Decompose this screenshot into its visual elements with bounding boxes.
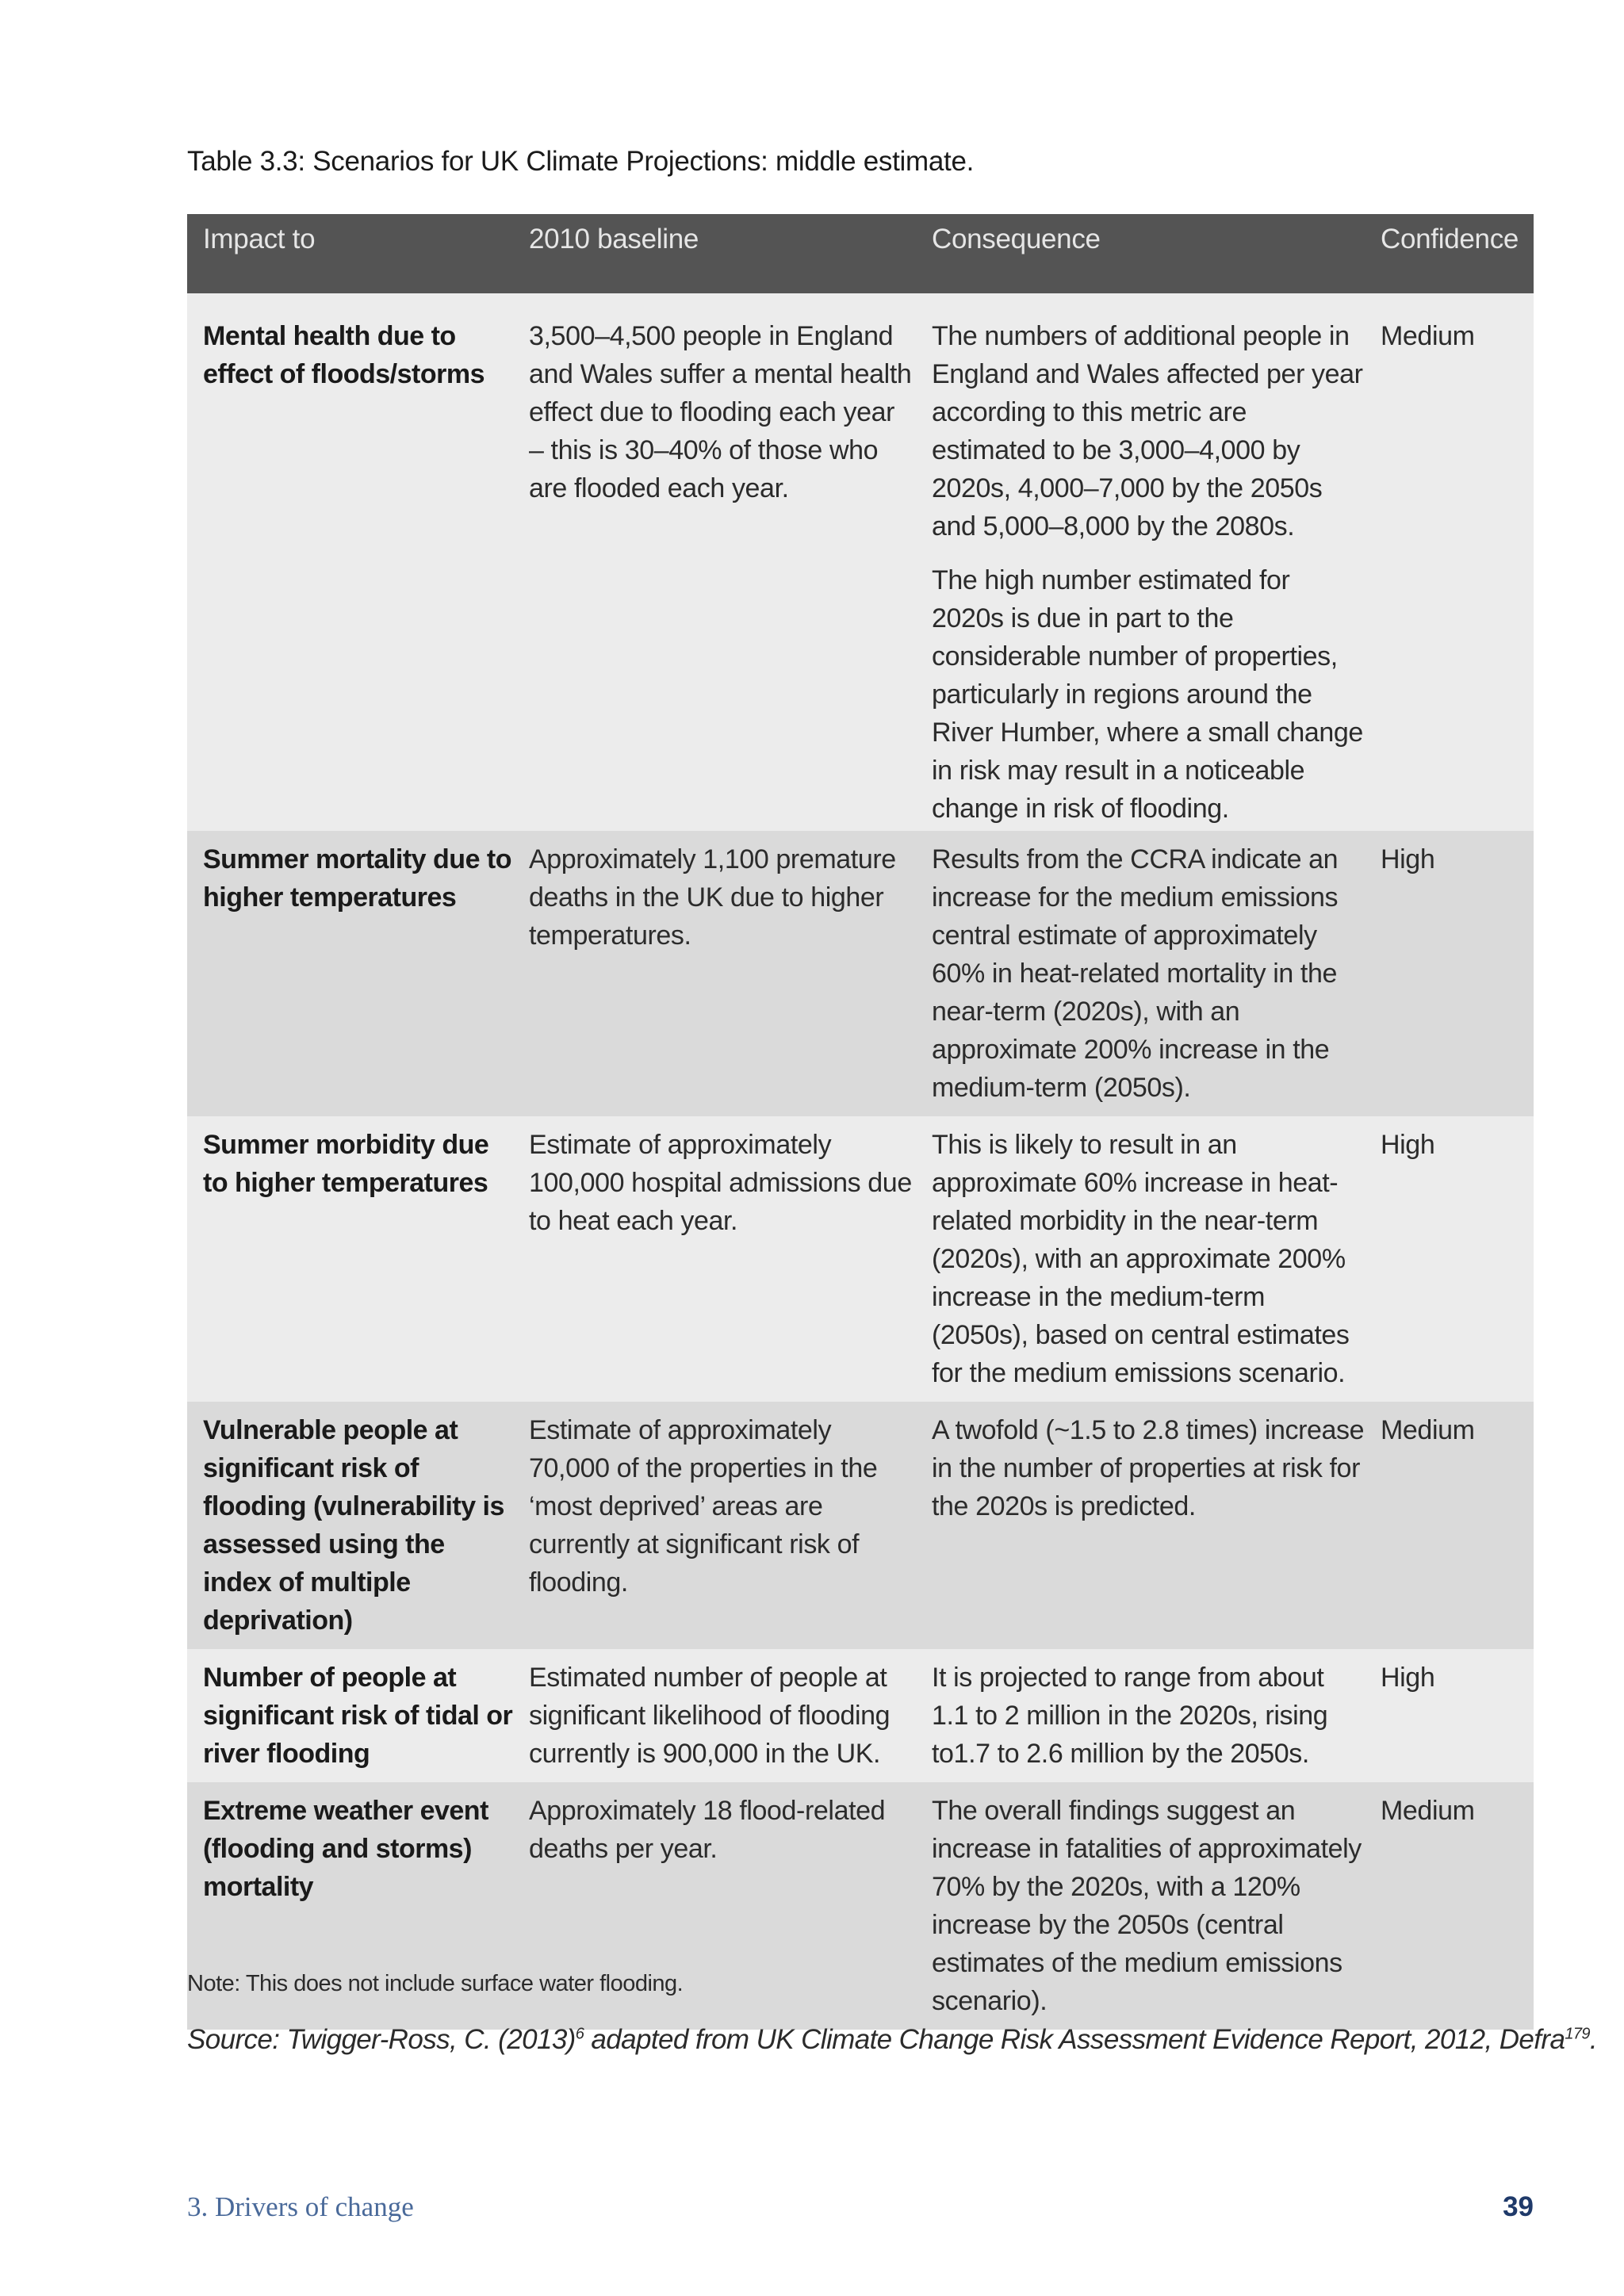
page-number: 39 (1503, 2191, 1534, 2222)
source-text: Source: Twigger-Ross, C. (2013) (187, 2024, 576, 2055)
consequence-cell (916, 1116, 1365, 1402)
consequence-paragraph: This is likely to result in an approximate 60% increase in heat-related morbidity in the near-term (2020s), with an approximate 200% increase in the medium-term (2050s), based on central estimates for the medium emissions scenario. (932, 1130, 1350, 1388)
confidence-cell: High (1365, 1649, 1534, 1782)
consequence-paragraph: The numbers of additional people in England and Wales affected per year according to this metric are estimated to be 3,000–4,000 by 2020s, 4,000–7,000 by the 2050s and 5,000–8,000 by the 2080s. (932, 321, 1363, 541)
confidence-cell: Medium (1365, 1402, 1534, 1649)
baseline-cell: Estimate of approximately 100,000 hospital admissions due to heat each year. (513, 1116, 916, 1402)
source-text: . (1589, 2024, 1598, 2055)
impact-cell: Summer mortality due to higher temperatures (187, 831, 513, 1116)
source-footnote-ref: 6 (575, 2025, 584, 2043)
consequence-paragraph: Results from the CCRA indicate an increase for the medium emissions central estimate of approximately 60% in heat-related mortality in the near-term (2020s), with an approximate 200% increase in the medium-term (2050s). (932, 844, 1339, 1103)
table-header-row (187, 214, 1534, 293)
table-row (187, 1402, 1534, 1649)
column-header-impact: Impact to (187, 214, 513, 293)
table-row (187, 293, 1534, 831)
baseline-cell: Estimate of approximately 70,000 of the properties in the ‘most deprived’ areas are currently at significant risk of flooding. (513, 1402, 916, 1649)
confidence-cell: Medium (1365, 293, 1534, 831)
consequence-paragraph: The overall findings suggest an increase in fatalities of approximately 70% by the 2020s, with a 120% increase by the 2050s (central estimates of the medium emissions scenario). (932, 1796, 1362, 2016)
table-caption: Table 3.3: Scenarios for UK Climate Projections: middle estimate. (187, 146, 975, 177)
source-text: adapted from UK Climate Change Risk Assessment Evidence Report, 2012, Defra (584, 2024, 1565, 2055)
impact-cell: Extreme weather event (flooding and storms) mortality (187, 1782, 513, 2030)
consequence-cell (916, 1782, 1365, 2030)
impact-cell: Mental health due to effect of floods/storms (187, 293, 513, 831)
column-header-confidence: Confidence (1365, 214, 1534, 293)
column-header-baseline: 2010 baseline (513, 214, 916, 293)
confidence-cell: Medium (1365, 1782, 1534, 2030)
baseline-cell: 3,500–4,500 people in England and Wales suffer a mental health effect due to flooding each year – this is 30–40% of those who are flooded each year. (513, 293, 916, 831)
consequence-paragraph: The high number estimated for 2020s is due in part to the considerable number of properties, particularly in regions around the River Humber, where a small change in risk may result in a noticeable change in risk of flooding. (932, 565, 1363, 824)
baseline-cell: Approximately 1,100 premature deaths in the UK due to higher temperatures. (513, 831, 916, 1116)
confidence-cell: High (1365, 1116, 1534, 1402)
confidence-cell: High (1365, 831, 1534, 1116)
impact-cell: Vulnerable people at significant risk of flooding (vulnerability is assessed using the index of multiple deprivation) (187, 1402, 513, 1649)
scenarios-table (187, 214, 1534, 2030)
consequence-cell (916, 1402, 1365, 1649)
impact-cell: Number of people at significant risk of tidal or river flooding (187, 1649, 513, 1782)
consequence-paragraph: It is projected to range from about 1.1 to 2 million in the 2020s, rising to1.7 to 2.6 million by the 2050s. (932, 1663, 1328, 1769)
table-row (187, 831, 1534, 1116)
column-header-consequence: Consequence (916, 214, 1365, 293)
table-row (187, 1649, 1534, 1782)
footer-section-title: 3. Drivers of change (187, 2191, 414, 2222)
baseline-cell: Approximately 18 flood-related deaths per year. (513, 1782, 916, 2030)
baseline-cell: Estimated number of people at significant likelihood of flooding currently is 900,000 in the UK. (513, 1649, 916, 1782)
source-footnote-ref: 179 (1565, 2025, 1590, 2043)
table-note: Note: This does not include surface water flooding. (187, 1971, 684, 1996)
table-row (187, 1116, 1534, 1402)
consequence-paragraph: A twofold (~1.5 to 2.8 times) increase in the number of properties at risk for the 2020s is predicted. (932, 1415, 1365, 1521)
consequence-cell (916, 1649, 1365, 1782)
consequence-cell (916, 831, 1365, 1116)
consequence-cell (916, 293, 1365, 831)
impact-cell: Summer morbidity due to higher temperatures (187, 1116, 513, 1402)
table-source (187, 2024, 1597, 2056)
